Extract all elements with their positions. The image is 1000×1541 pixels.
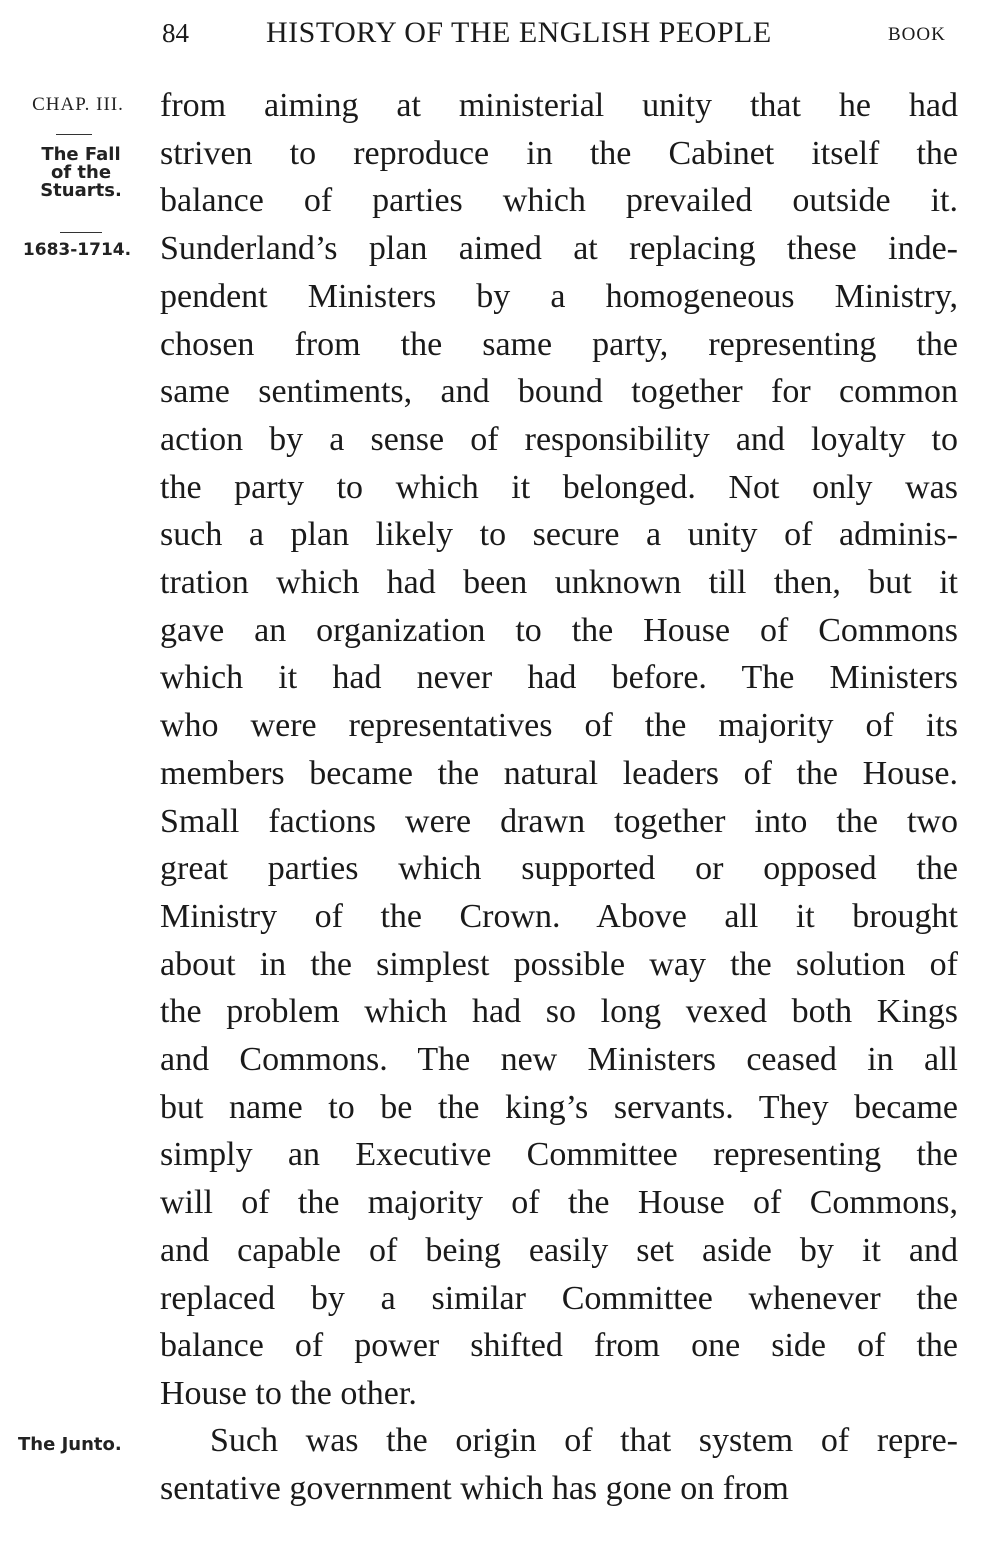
text-line: who were representatives of the majority of its	[160, 707, 958, 745]
main-paragraph-1	[160, 82, 958, 1418]
text-line: and capable of being easily set aside by it and	[160, 1231, 958, 1269]
margin-rule-bottom	[60, 232, 102, 233]
date-range-note: 1683-1714.	[22, 240, 132, 260]
text-line: striven to reproduce in the Cabinet itself the	[160, 134, 958, 172]
text-line: Such was the origin of that system of repre-	[210, 1422, 958, 1459]
chapter-label: CHAP. III.	[32, 94, 124, 115]
page-number: 84	[162, 18, 189, 48]
text-line: about in the simplest possible way the solution of	[160, 945, 958, 983]
margin-rule-top	[56, 134, 92, 135]
topic-note-line-1: The Fall	[41, 144, 121, 165]
text-line: tration which had been unknown till then, but it	[160, 564, 958, 602]
page-header	[0, 12, 1000, 52]
junto-note: The Junto.	[18, 1434, 122, 1455]
text-line: from aiming at ministerial unity that he had	[160, 87, 958, 124]
topic-note	[26, 146, 136, 200]
text-line: pendent Ministers by a homogeneous Ministry,	[160, 277, 958, 315]
main-paragraph-2	[160, 1417, 958, 1512]
text-line: replaced by a similar Committee whenever the	[160, 1279, 958, 1317]
text-line: and Commons. The new Ministers ceased in all	[160, 1041, 958, 1079]
topic-note-line-2: of the	[50, 162, 112, 183]
text-line: great parties which supported or opposed the	[160, 850, 958, 888]
text-line: House to the other.	[160, 1374, 417, 1412]
text-line: will of the majority of the House of Commons,	[160, 1184, 958, 1222]
text-line: such a plan likely to secure a unity of adminis-	[160, 516, 958, 554]
text-line: simply an Executive Committee representing the	[160, 1136, 958, 1174]
book-label: BOOK	[888, 24, 946, 45]
text-line: gave an organization to the House of Commons	[160, 611, 958, 649]
text-line: balance of parties which prevailed outside it.	[160, 182, 958, 220]
text-line: the problem which had so long vexed both Kings	[160, 993, 958, 1031]
text-line: members became the natural leaders of the House.	[160, 754, 958, 792]
text-line: action by a sense of responsibility and loyalty to	[160, 420, 958, 458]
margin-notes	[0, 0, 150, 1541]
text-line: the party to which it belonged. Not only was	[160, 468, 958, 506]
topic-note-line-3: Stuarts.	[40, 180, 122, 201]
text-line: but name to be the king’s servants. They became	[160, 1088, 958, 1126]
text-line: Sunderland’s plan aimed at replacing these inde-	[160, 230, 958, 268]
text-line: Small factions were drawn together into the two	[160, 802, 958, 840]
text-line: sentative government which has gone on from	[160, 1469, 789, 1507]
text-line: balance of power shifted from one side of the	[160, 1327, 958, 1365]
text-line: chosen from the same party, representing the	[160, 325, 958, 363]
text-line: Ministry of the Crown. Above all it brought	[160, 897, 958, 935]
text-line: which it had never had before. The Ministers	[160, 659, 958, 697]
running-title: HISTORY OF THE ENGLISH PEOPLE	[266, 16, 772, 49]
text-line: same sentiments, and bound together for common	[160, 373, 958, 411]
